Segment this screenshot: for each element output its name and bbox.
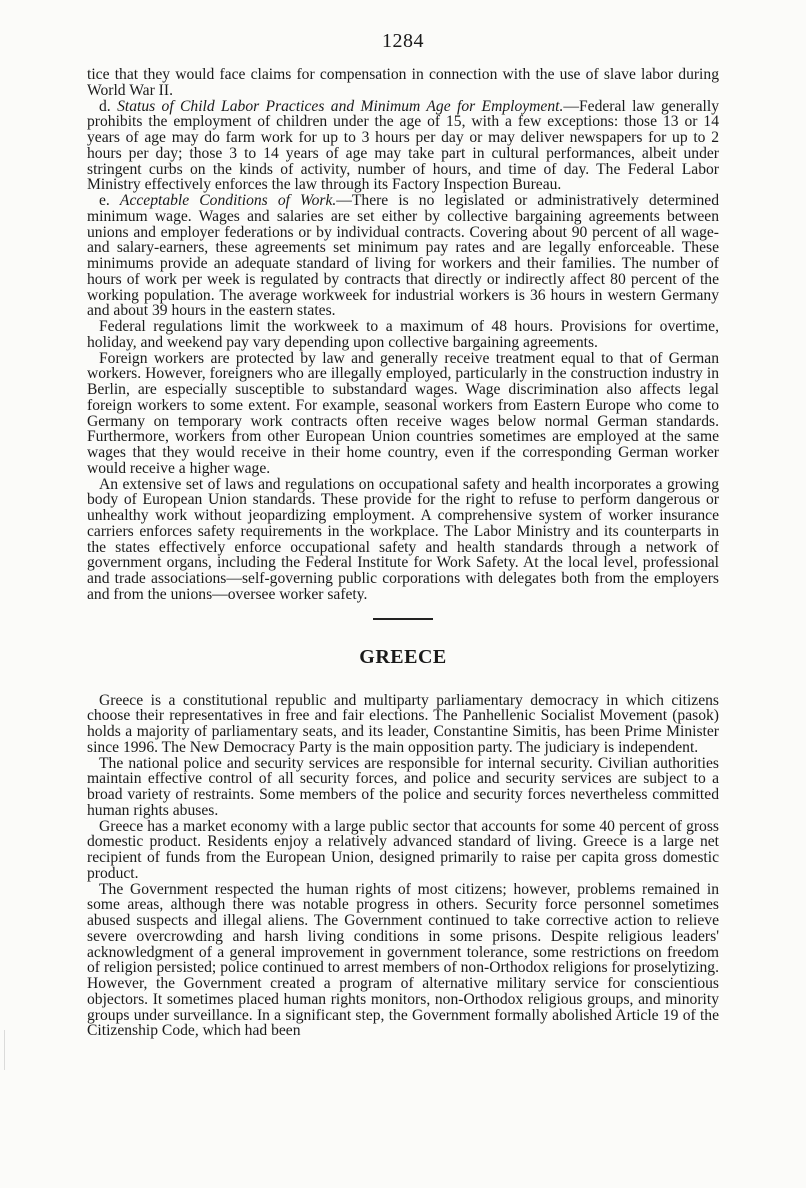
paragraph	[87, 67, 719, 99]
paragraph: Greece is a constitutional republic and multiparty parliamentary democracy in which citizens choose their representatives in free and fair elections. The Panhellenic Socialist Movement (pasok) holds a majority of parliamentary seats, and its leader, Constantine Simitis, has been Prime Minister since 1996. The New Democracy Party is the main opposition party. The judiciary is independent.	[87, 691, 719, 756]
paragraph-conditions-of-work	[87, 193, 719, 319]
paragraph: Federal regulations limit the workweek to a maximum of 48 hours. Provisions for overtime, holiday, and weekend pay vary depending upon collective bargaining agreements.	[87, 318, 719, 351]
document-page	[87, 30, 719, 1039]
item-label: d.	[99, 97, 111, 115]
scan-artifact	[4, 1030, 11, 1070]
section-heading: GREECE	[359, 645, 447, 668]
item-label: e.	[99, 192, 110, 209]
page-number: 1284	[382, 30, 424, 52]
paragraph: An extensive set of laws and regulations on occupational safety and health incorporates a growing body of European Union standards. These provide for the right to refuse to perform dangerous or unhealthy work without jeopardizing employment. A comprehensive system of worker insurance carriers enforces safety requirements in the workplace. The Labor Ministry and its counterparts in the states effectively enforce occupational safety and health standards through a network of government organs, including the Federal Institute for Work Safety. At the local level, professional and trade associations—self-governing public corporations with delegates both from the employers and from the unions—oversee worker safety.	[87, 475, 719, 603]
paragraph-text: —Federal law generally prohibits the employment of children under the age of 15, with a few exceptions: those 13 or 14 years of age may do farm work for up to 3 hours per day or may deliver newspapers for up to 2 hours per day; those 3 to 14 years of age may take part in cultural performances, albeit under stringent curbs on the kinds of activity, number of hours, and time of day. The Federal Labor Ministry effectively enforces the law through its Factory Inspection Bureau.	[87, 97, 719, 194]
section-greece	[87, 693, 719, 1040]
section-germany-continued	[87, 67, 719, 603]
paragraph: Greece has a market economy with a large public sector that accounts for some 40 percent of gross domestic product. Residents enjoy a relatively advanced standard of living. Greece is a large net recipient of funds from the European Union, designed primarily to raise per capita gross domestic product.	[87, 817, 719, 882]
paragraph: The national police and security services are responsible for internal security. Civilian authorities maintain effective control of all security forces, and police and security services are subject to a broad variety of restraints. Some members of the police and security forces nevertheless committed human rights abuses.	[87, 754, 719, 819]
paragraph-child-labor	[87, 99, 719, 194]
paragraph: Foreign workers are protected by law and generally receive treatment equal to that of German workers. However, foreigners who are illegally employed, particularly in the construction industry in Berlin, are especially susceptible to substandard wages. Wage discrimination also affects legal foreign workers to some extent. For example, seasonal workers from Eastern Europe who come to Germany on temporary work contracts often receive wages below normal German standards. Furthermore, workers from other European Union countries sometimes are employed at the same wages that they would receive in their home country, even if the corresponding German worker would receive a higher wage.	[87, 349, 719, 477]
item-heading: Status of Child Labor Practices and Minimum Age for Employment.	[117, 97, 564, 115]
paragraph-text: —There is no legislated or administratively determined minimum wage. Wages and salaries are set either by collective bargaining agreements between unions and employer federations or by individual contracts. Covering about 90 percent of all wage- and salary-earners, these agreements set minimum pay rates and are legally enforceable. These minimums provide an adequate standard of living for workers and their families. The number of hours of work per week is regulated by contracts that directly or indirectly affect 80 percent of the working population. The average workweek for industrial workers is 36 hours in western Germany and about 39 hours in the eastern states.	[87, 192, 719, 320]
item-heading: Acceptable Conditions of Work.	[119, 192, 337, 209]
paragraph-text: tice that they would face claims for compensation in connection with the use of slave labor during World War II.	[87, 66, 719, 99]
paragraph: The Government respected the human rights of most citizens; however, problems remained in some areas, although there was notable progress in others. Security force personnel sometimes abused suspects and illegal aliens. The Government continued to take corrective action to relieve severe overcrowding and harsh living conditions in some prisons. Despite religious leaders' acknowledgment of a general improvement in government tolerance, some restrictions on freedom of religion persisted; police continued to arrest members of non-Orthodox religions for proselytizing. However, the Government created a program of alternative military service for conscientious objectors. It sometimes placed human rights monitors, non-Orthodox religious groups, and minority groups under surveillance. In a significant step, the Government formally abolished Article 19 of the Citizenship Code, which had been	[87, 880, 719, 1040]
section-divider	[373, 618, 433, 620]
